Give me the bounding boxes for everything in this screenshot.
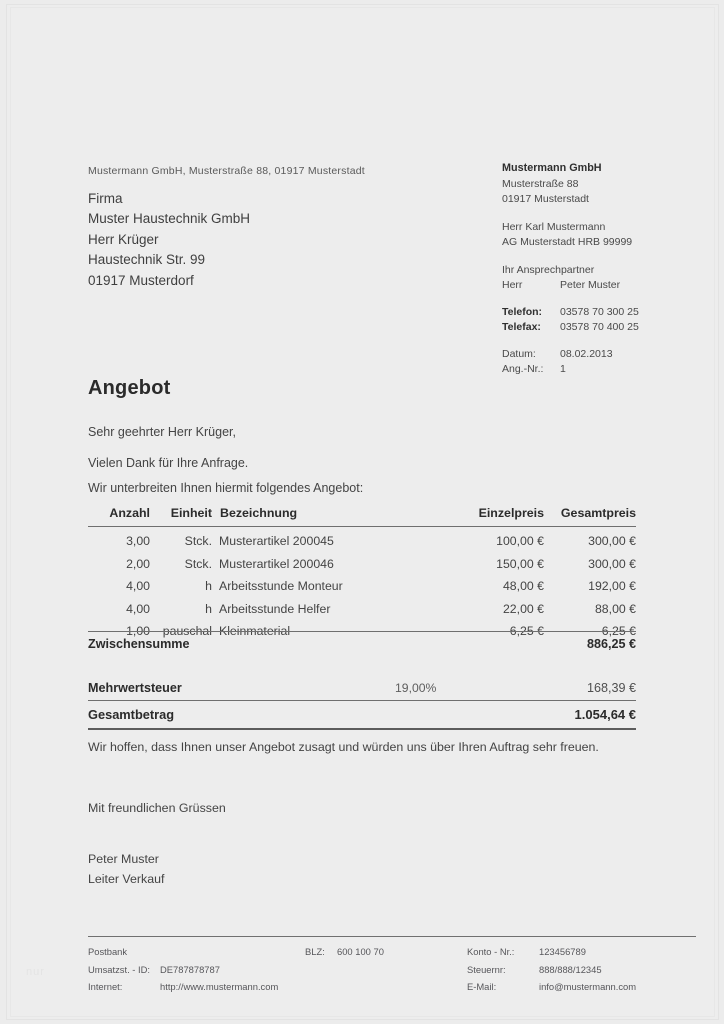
fax-value: 03578 70 400 25 (560, 321, 639, 333)
table-row (88, 575, 636, 598)
footer-row (88, 943, 696, 961)
cell-description: Musterartikel 200046 (219, 556, 334, 571)
table-row (88, 552, 636, 575)
cell-total-price: 88,00 € (594, 601, 636, 616)
grand-total-row (88, 701, 636, 730)
cell-quantity: 1,00 (126, 624, 150, 639)
cell-unit: pauschal (162, 624, 212, 639)
cell-total-price: 192,00 € (588, 579, 636, 594)
footer-taxno-value: 888/888/12345 (539, 963, 602, 975)
line-items-head (88, 506, 636, 527)
footer-konto-value: 123456789 (539, 946, 586, 957)
cell-unit-price: 100,00 € (496, 534, 544, 548)
footer-blz-value: 600 100 70 (337, 946, 384, 957)
totals-spacer-row (88, 657, 636, 681)
sender-city: 01917 Musterstadt (502, 193, 589, 205)
footer-blz-label: BLZ: (305, 946, 325, 957)
footer-block (88, 943, 696, 996)
cell-quantity: 3,00 (126, 534, 150, 548)
cell-unit: h (205, 601, 212, 616)
offer-number-label: Ang.-Nr.: (502, 363, 544, 375)
offer-number-value: 1 (560, 363, 566, 375)
footer-row3-spacer1 (305, 978, 337, 996)
intro-line-1: Vielen Dank für Ihre Anfrage. (88, 456, 249, 470)
subtotal-label: Zwischensumme (88, 632, 360, 658)
contact-person-name: Peter Muster (560, 279, 621, 291)
table-header-row (88, 506, 636, 527)
totals-body (88, 632, 636, 730)
footer-vatid-label: Umsatzst. - ID: (88, 963, 150, 975)
contact-person-label: Ihr Ansprechpartner (502, 263, 595, 276)
cell-description: Arbeitsstunde Monteur (219, 579, 343, 594)
cell-unit: h (205, 579, 212, 594)
footer-email-value[interactable]: info@mustermann.com (539, 981, 637, 993)
sender-info-block (502, 161, 702, 378)
sender-spacer-3 (502, 294, 702, 305)
sender-registry: AG Musterstadt HRB 99999 (502, 236, 633, 248)
signature-block (88, 849, 164, 889)
table-row (88, 527, 636, 553)
cell-unit: Stck. (184, 534, 212, 548)
cell-unit-price: 22,00 € (502, 601, 544, 616)
closing-paragraph: Wir hoffen, dass Ihnen unser Angebot zusagt und würden uns über Ihren Auftrag sehr freuen. (88, 740, 599, 754)
cell-description: Kleinmaterial (219, 624, 291, 639)
sender-spacer-2 (502, 251, 702, 263)
vat-value: 168,39 € (471, 681, 636, 701)
cell-total-price: 300,00 € (588, 556, 636, 571)
line-items-table (88, 506, 636, 643)
vat-row (88, 681, 636, 701)
footer-taxno-label: Steuernr: (467, 963, 506, 975)
cell-quantity: 4,00 (126, 601, 150, 616)
sender-owner: Herr Karl Mustermann (502, 220, 606, 233)
vat-rate: 19,00% (360, 681, 471, 701)
grand-total-label: Gesamtbetrag (88, 701, 360, 730)
footer-row3-spacer2 (337, 978, 467, 996)
recipient-line-3: Herr Krüger (88, 231, 159, 247)
grand-total-middle (360, 701, 471, 730)
return-address-line: Mustermann GmbH, Musterstraße 88, 01917 Musterstadt (88, 165, 365, 177)
footer-row2-spacer1 (305, 961, 337, 979)
salutation-text: Sehr geehrter Herr Krüger, (88, 425, 236, 439)
column-header-total-price: Gesamtpreis (544, 506, 636, 527)
column-header-quantity: Anzahl (88, 506, 150, 527)
footer-row2-spacer2 (337, 961, 467, 979)
date-value: 08.02.2013 (560, 347, 613, 360)
cell-quantity: 4,00 (126, 579, 150, 594)
column-header-unit-price: Einzelpreis (452, 506, 544, 527)
table-row (88, 597, 636, 620)
subtotal-row (88, 632, 636, 658)
column-header-unit: Einheit (150, 506, 219, 527)
cell-unit-price: 48,00 € (502, 579, 544, 594)
recipient-address-block (88, 189, 250, 291)
cell-description: Arbeitsstunde Helfer (219, 601, 331, 616)
sender-spacer-1 (502, 208, 702, 220)
recipient-line-1: Firma (88, 191, 123, 206)
vat-label: Mehrwertsteuer (88, 681, 360, 701)
cell-total-price: 6,25 € (601, 624, 636, 639)
footer-bank-value (160, 943, 305, 961)
line-items-body (88, 527, 636, 644)
footer-divider (88, 936, 696, 937)
date-row (502, 347, 702, 363)
phone-row (502, 305, 702, 321)
sender-company: Mustermann GmbH (502, 162, 602, 174)
cell-unit-price: 6,25 € (509, 624, 544, 639)
cell-unit-price: 150,00 € (496, 556, 544, 571)
corner-watermark: nur (26, 966, 45, 978)
contact-person-row (502, 278, 702, 294)
footer-row (88, 978, 696, 996)
footer-vatid-value: DE787878787 (160, 963, 220, 975)
signer-role: Leiter Verkauf (88, 872, 165, 886)
recipient-line-2: Muster Haustechnik GmbH (88, 211, 251, 227)
phone-value: 03578 70 300 25 (560, 305, 639, 318)
grand-total-value: 1.054,64 € (471, 701, 636, 730)
column-header-description: Bezeichnung (219, 506, 452, 527)
date-label: Datum: (502, 347, 536, 360)
fax-row (502, 320, 702, 336)
regards-line: Mit freundlichen Grüssen (88, 801, 226, 815)
recipient-line-5: 01917 Musterdorf (88, 272, 194, 288)
intro-line-2: Wir unterbreiten Ihnen hiermit folgendes Angebot: (88, 481, 364, 495)
footer-internet-label: Internet: (88, 981, 123, 993)
footer-bank-label: Postbank (88, 946, 128, 957)
footer-konto-label: Konto - Nr.: (467, 946, 515, 957)
footer-row (88, 961, 696, 979)
subtotal-middle (360, 632, 471, 658)
recipient-line-4: Haustechnik Str. 99 (88, 252, 206, 268)
offer-number-row (502, 362, 702, 378)
subtotal-value: 886,25 € (471, 632, 636, 658)
cell-total-price: 300,00 € (588, 534, 636, 548)
cell-unit: Stck. (184, 556, 212, 571)
page-title: Angebot (88, 377, 171, 399)
cell-quantity: 2,00 (126, 556, 150, 571)
totals-table (88, 631, 636, 730)
footer-email-label: E-Mail: (467, 981, 497, 993)
footer-internet-value[interactable]: http://www.mustermann.com (160, 981, 279, 993)
fax-label: Telefax: (502, 321, 541, 333)
sender-street: Musterstraße 88 (502, 177, 579, 190)
phone-label: Telefon: (502, 305, 543, 318)
sender-spacer-4 (502, 336, 702, 347)
signer-name: Peter Muster (88, 852, 159, 866)
contact-person-salutation: Herr (502, 279, 523, 291)
cell-description: Musterartikel 200045 (219, 534, 334, 548)
